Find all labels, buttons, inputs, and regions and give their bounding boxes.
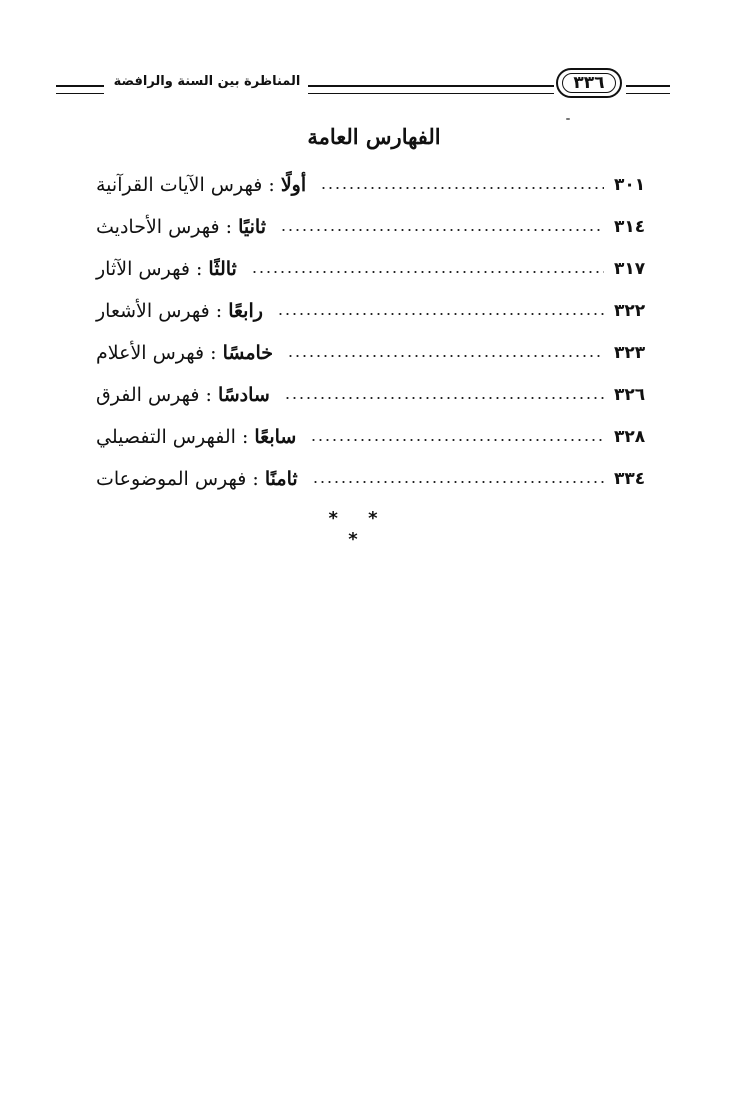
- dot-leader: [312, 481, 604, 483]
- print-speck: [566, 118, 570, 120]
- toc-entry-text: رابعًا : فهرس الأشعار: [96, 300, 263, 322]
- toc-entry-label: فهرس الآيات القرآنية: [96, 174, 263, 196]
- toc-entry-label: فهرس الأشعار: [96, 300, 210, 322]
- toc-entry-page: ٣٣٤: [614, 469, 646, 489]
- toc-entry: [88, 164, 674, 206]
- dot-leader: [320, 187, 604, 189]
- toc-entry-label: الفهرس التفصيلي: [96, 426, 236, 448]
- toc-entry-page: ٣١٤: [614, 217, 646, 237]
- toc-entry: [88, 332, 674, 374]
- header-rule-middle: [308, 85, 554, 94]
- toc-entry-text: سابعًا : الفهرس التفصيلي: [96, 426, 297, 448]
- section-separator: * * *: [328, 508, 390, 550]
- toc-entry-page: ٣٢٦: [614, 385, 646, 405]
- toc-entry: [88, 248, 674, 290]
- toc-entry: [88, 290, 674, 332]
- toc-entry-prefix: ثامنًا: [264, 468, 298, 490]
- toc-entry-prefix: أولًا: [280, 174, 307, 196]
- toc-entry-page: ٣٢٨: [614, 427, 646, 447]
- toc-entry-text: أولًا : فهرس الآيات القرآنية: [96, 174, 307, 196]
- dot-leader: [310, 439, 604, 441]
- page-title: الفهارس العامة: [307, 124, 441, 149]
- toc-entry-page: ٣٠١: [614, 175, 646, 195]
- toc-entry: [88, 458, 674, 500]
- dot-leader: [284, 397, 604, 399]
- toc-entry-text: ثانيًا : فهرس الأحاديث: [96, 216, 266, 238]
- page-number-badge: [556, 68, 622, 98]
- header-rule-left: [56, 85, 104, 94]
- dot-leader: [277, 313, 604, 315]
- table-of-contents: [88, 164, 674, 500]
- toc-entry-prefix: رابعًا: [228, 300, 263, 322]
- header-rule-right: [626, 85, 670, 94]
- toc-entry-prefix: سابعًا: [254, 426, 297, 448]
- dot-leader: [280, 229, 604, 231]
- toc-entry-label: فهرس الموضوعات: [96, 468, 247, 490]
- toc-entry: [88, 374, 674, 416]
- toc-entry-text: ثامنًا : فهرس الموضوعات: [96, 468, 298, 490]
- page-number: ٣٣٦: [562, 73, 616, 93]
- toc-entry-prefix: سادسًا: [217, 384, 270, 406]
- running-title: المناظرة بين السنة والرافضة: [113, 74, 301, 89]
- toc-entry-text: سادسًا : فهرس الفرق: [96, 384, 270, 406]
- toc-entry-label: فهرس الأحاديث: [96, 216, 220, 238]
- toc-entry-page: ٣٢٣: [614, 343, 646, 363]
- toc-entry-text: ثالثًا : فهرس الآثار: [96, 258, 237, 280]
- dot-leader: [251, 271, 604, 273]
- toc-entry: [88, 416, 674, 458]
- toc-entry-prefix: ثانيًا: [238, 216, 266, 238]
- toc-entry: [88, 206, 674, 248]
- toc-entry-prefix: ثالثًا: [208, 258, 237, 280]
- dot-leader: [287, 355, 604, 357]
- toc-entry-text: خامسًا : فهرس الأعلام: [96, 342, 274, 364]
- toc-entry-page: ٣٢٢: [614, 301, 646, 321]
- toc-entry-page: ٣١٧: [614, 259, 646, 279]
- toc-entry-prefix: خامسًا: [222, 342, 274, 364]
- toc-entry-label: فهرس الآثار: [96, 258, 190, 280]
- toc-entry-label: فهرس الأعلام: [96, 342, 205, 364]
- toc-entry-label: فهرس الفرق: [96, 384, 200, 406]
- page-header: [0, 62, 748, 102]
